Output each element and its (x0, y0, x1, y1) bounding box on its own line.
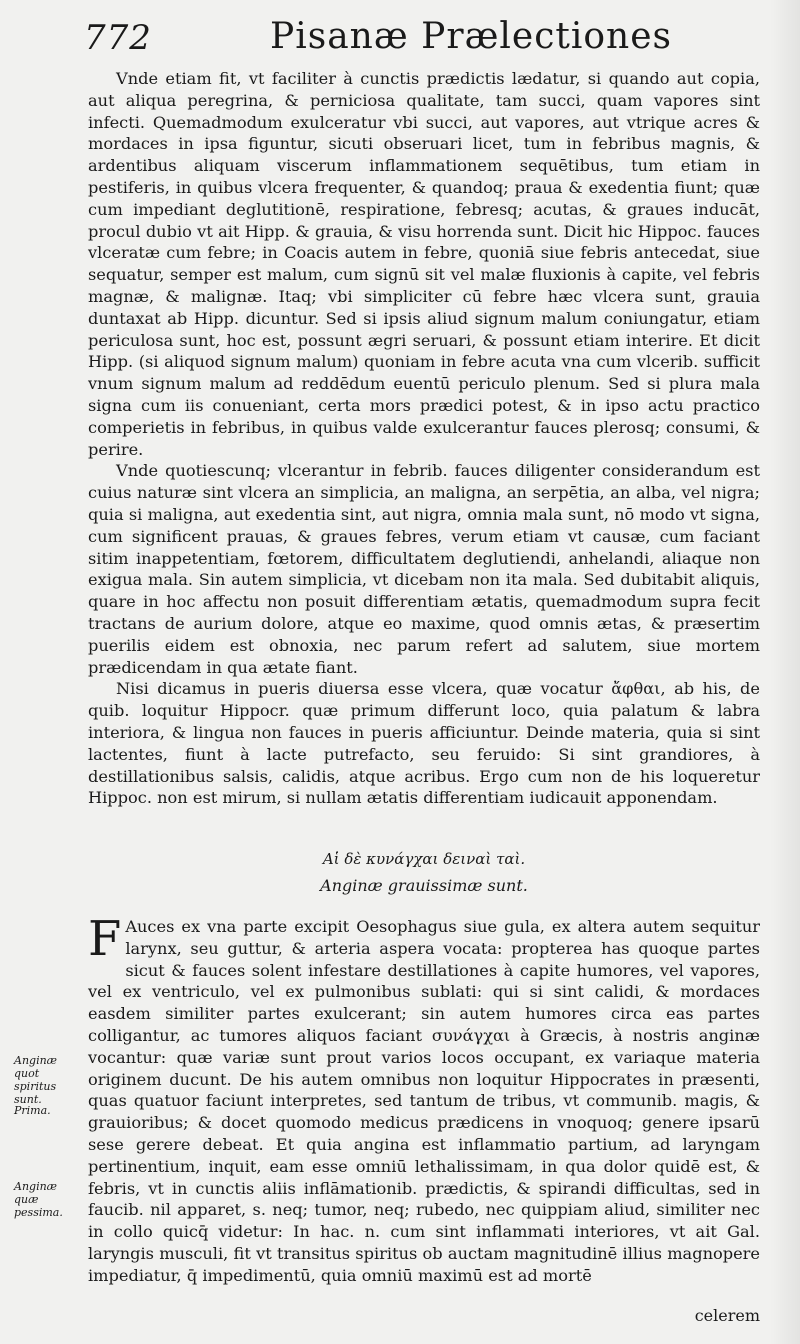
paragraph-4-text: Auces ex vna parte excipit Oesophagus siue gula, ex altera autem sequitur larynx, seu guttur, & arteria aspera vocata: propterea has quoque partes sicut & fauces solent infestare destillationes à capite humores, vel vapores, vel ex ventriculo, vel ex pulmonibus sublati: qui si sint calidi, & mordaces easdem similiter partes exulcerant; sin autem humores circa eas partes colligantur, ac tumores aliquos faciant συνάγχαι à Græcis, à nostris anginæ vocantur: quæ variæ sunt prout varios locos occupant, ex variaque materia originem ducunt. De his autem omnibus non loquitur Hippocrates in præsenti, quas quatuor faciunt interpretes, sed tantum de tribus, vt communib. magis, & grauioribus; & docet quomodo medicus prædicens in vnoquoq; genere ipsarū sese gerere debeat. Et quia angina est inflammatio partium, ad laryngam pertinentium, inquit, eam esse omniū lethalissimam, in qua dolor quidē est, & febris, vt in cunctis aliis inflāmationib. prædictis, & spirandi difficultas, sed in faucib. nil apparet, s. neq; tumor, neq; rubedo, nec quippiam aliud, similiter nec in collo quicq̄ videtur: In hac. n. cum sint inflammati interiores, vt ait Gal. laryngis musculi, fit vt transitus spiritus ob auctam magnitudinē illius magnopere impediatur, q̄ impedimentū, quia omniū maximū est ad mortē (88, 917, 760, 1285)
page-edge-shadow (770, 0, 800, 1344)
drop-cap: F (88, 911, 122, 967)
paragraph-3: Nisi dicamus in pueris diuersa esse vlcera, quæ vocatur ἄφθαι, ab his, de quib. loquitur Hippocr. quæ primum differunt loco, quia palatum & labra interiora, & lingua non fauces in pueris afficiuntur. Deinde materia, quia si sint lactentes, fiunt à lacte putrefacto, seu feruido: Si sint grandiores, à destillationibus salsis, calidis, atque acribus. Ergo cum non de his loqueretur Hippoc. non est mirum, si nullam ætatis differentiam iudicauit apponendam. (88, 679, 760, 808)
commentary-section-1 (88, 68, 760, 809)
running-title: Pisanæ Prælectiones (270, 16, 673, 57)
paragraph-4 (88, 911, 760, 1287)
margin-note-anginae-quot: Anginæ quot spiritus sunt. (14, 1054, 58, 1106)
greek-lemma: Αἱ δὲ κυνάγχαι δειναὶ ταὶ. (322, 850, 526, 868)
latin-lemma: Anginæ grauissimæ sunt. (320, 876, 528, 895)
page-number: 772 (84, 18, 152, 58)
margin-note-anginae-pessima: Anginæ quæ pessima. (14, 1180, 63, 1219)
aphorism-lemma (88, 850, 760, 895)
paragraph-1: Vnde etiam fit, vt faciliter à cunctis prædictis lædatur, si quando aut copia, aut aliqua peregrina, & perniciosa qualitate, tam succi, quam vapores sint infecti. Quemadmodum exulceratur vbi succi, aut vapores, aut vtrique acres & mordaces in ipsa figuntur, sicuti obseruari licet, tum in febribus magnis, & ardentibus aliquam viscerum inflammationem sequētibus, tum etiam in pestiferis, in quibus vlcera frequenter, & quandoq; praua & exedentia fiunt; quæ cum impediant deglutitionē, respiratione, febresq; acutas, & graues inducāt, procul dubio vt ait Hipp. & grauia, & visu horrenda sunt. Dicit hic Hippoc. fauces vlceratæ cum febre; in Coacis autem in febre, quoniā siue febris antecedat, siue sequatur, semper est malum, cum signū sit vel malæ fluxionis à capite, vel febris magnæ, & malignæ. Itaq; vbi simpliciter cū febre hæc vlcera sunt, grauia duntaxat ab Hipp. dicuntur. Sed si ipsis aliud signum malum coniungatur, etiam periculosa sunt, hoc est, possunt ægri seruari, & possunt etiam interire. Et dicit Hipp. (si aliquod signum malum) quoniam in febre acuta vna cum vlcerib. sufficit vnum signum malum ad reddēdum euentū periculo plenum. Sed si plura mala signa cum iis conueniant, certa mors prædici potest, & in ipso actu practico comperietis in febribus, in quibus valde exulcerantur fauces plerosq; consumi, & perire. (88, 69, 760, 459)
catchword: celerem (694, 1306, 760, 1325)
commentary-section-2 (88, 911, 760, 1287)
page-header (0, 0, 800, 70)
margin-note-prima: Prima. (14, 1104, 51, 1117)
paragraph-2: Vnde quotiescunq; vlcerantur in febrib. fauces diligenter considerandum est cuius naturæ sint vlcera an simplicia, an maligna, an serpētia, an alba, vel nigra; quia si maligna, aut exedentia sint, aut nigra, omnia mala sunt, nō modo vt signa, cum significent prauas, & graues febres, verum etiam vt causæ, cum faciant sitim inappetentiam, fœtorem, difficultatem deglutiendi, anhelandi, aliaque non exigua mala. Sin autem simplicia, vt dicebam non ita mala. Sed dubitabit aliquis, quare in hoc affectu non posuit differentiam ætatis, quemadmodum supra fecit tractans de aurium dolore, atque eo maxime, quod omnis ætas, & præsertim puerilis eidem est obnoxia, nec parum refert ad salutem, siue mortem prædicendam in qua ætate fiant. (88, 461, 760, 677)
